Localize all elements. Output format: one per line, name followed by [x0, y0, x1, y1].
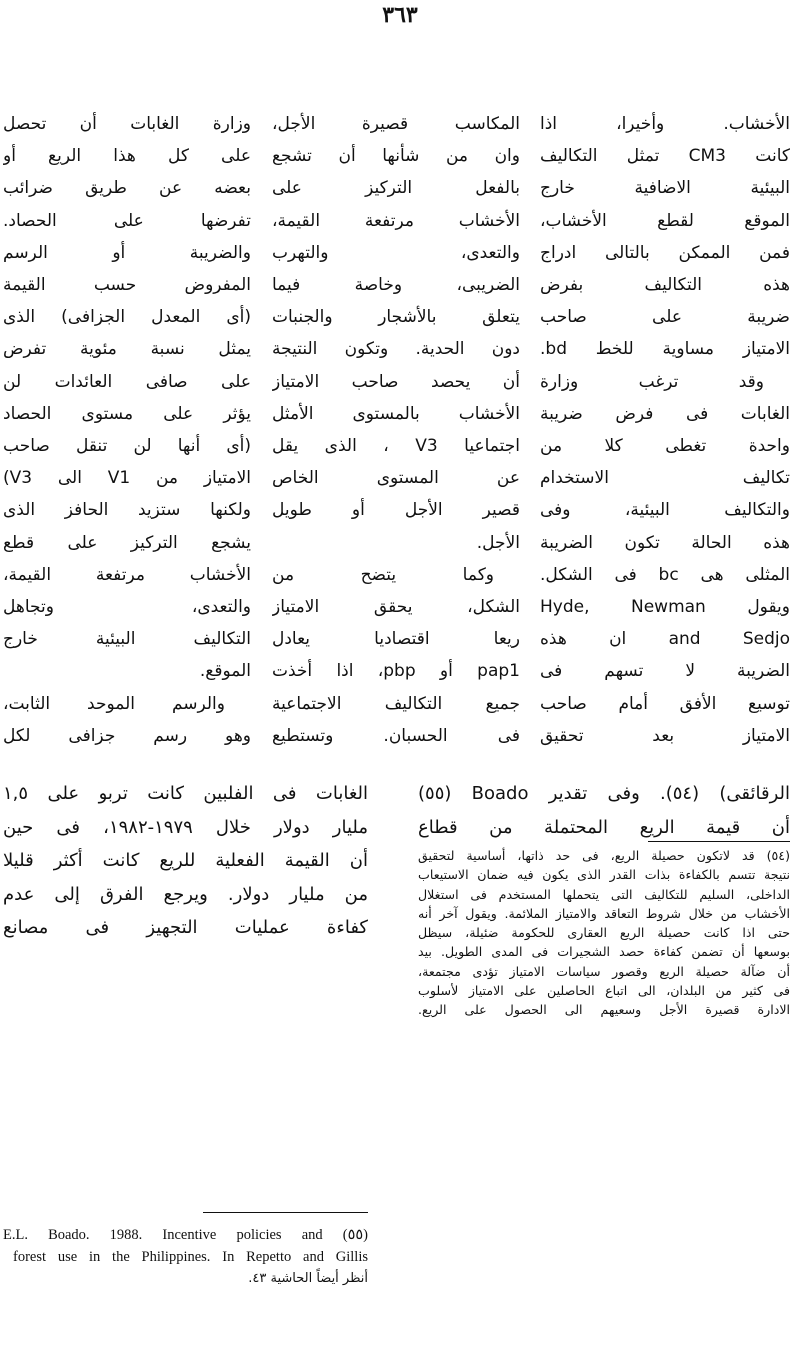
text-line: المكاسب قصيرة الأجل،: [272, 114, 520, 134]
text-line: بالفعل التركيز على: [272, 178, 520, 199]
footnote-54: [418, 846, 790, 1020]
text-line: الغابات فى فرض ضريبة: [540, 403, 790, 424]
text-line: فى الحسبان. وتستطيع: [272, 725, 520, 746]
footnote-divider: [648, 841, 790, 842]
text-line: من مليار دولار. ويرجع الفرق إلى عدم: [3, 883, 368, 905]
text-line: الأخشاب مرتفعة القيمة،: [3, 564, 251, 585]
text-line: الغابات فى الفلبين كانت تربو على ١,٥: [3, 783, 368, 804]
text-line: الرقائقى) (٥٤). وفى تقدير Boado (٥٥): [418, 783, 790, 804]
footnote-line: بوسعها أن تضمن كفاءة حصد الشجيرات فى المدى الطويل. بيد: [418, 944, 790, 960]
text-line: جميع التكاليف الاجتماعية: [272, 693, 520, 714]
text-line: فمن الممكن بالتالى ادراج: [540, 242, 790, 263]
text-line: والتعدى، وتجاهل: [3, 597, 251, 618]
text-line: أن القيمة الفعلية للريع كانت أكثر قليلا: [3, 850, 368, 871]
text-line: أن يحصد صاحب الامتياز: [272, 371, 520, 392]
footnote-55: [3, 1224, 368, 1290]
footnote-line: E.L. Boado. 1988. Incentive policies and (٥٥): [3, 1227, 368, 1243]
text-line: وان من شأنها أن تشجع: [272, 146, 520, 167]
text-line: والضريبة أو الرسم: [3, 242, 251, 263]
text-line: البيئية الاضافية خارج: [540, 178, 790, 199]
footnote-line: نتيجة تتسم بالكفاءة بذات القدر الذى يكون فيه ضمان الاستيعاب: [418, 867, 790, 883]
text-line: كفاءة عمليات التجهيز فى مصانع: [3, 917, 368, 938]
text-line: عن المستوى الخاص: [272, 468, 520, 489]
footnote-line: (٥٤) قد لاتكون حصيلة الريع، فى حد ذاتها، أساسية لتحقيق: [418, 848, 790, 863]
text-line: مليار دولار خلال ١٩٧٩-١٩٨٢، فى حين: [3, 816, 368, 838]
footnote-line: الأخشاب من خلال شروط التعاقد والامتياز الملائمة. ويقول آخر أنه: [418, 905, 790, 921]
text-line: دون الحدية. وتكون النتيجة: [272, 339, 520, 360]
text-line: على صافى العائدات لن: [3, 371, 251, 392]
text-line: المثلى هى bc فى الشكل.: [540, 564, 790, 585]
footnote-divider: [203, 1212, 368, 1213]
text-line: المفروض حسب القيمة: [3, 275, 251, 296]
footnote-line: الادارة قصيرة الأجل وسعيهم الى الحصول على الريع.: [418, 1002, 790, 1018]
text-line: التكاليف البيئية خارج: [3, 629, 251, 650]
column-middle: [272, 108, 520, 752]
text-line: الامتياز مساوية للخط bd.: [540, 339, 790, 360]
text-line: والتكاليف البيئية، وفى: [540, 500, 790, 521]
text-line: وقد ترغب وزارة: [540, 371, 764, 392]
text-line: قصير الأجل أو طويل: [272, 500, 520, 521]
text-line: and Sedjo ان هذه: [540, 629, 790, 650]
text-line: أن قيمة الريع المحتملة من قطاع: [418, 816, 790, 838]
footnote-line: فى كثير من البلدان، الى اتباع الحاصلين على الامتياز لأسلوب: [418, 983, 790, 999]
text-line: الموقع لقطع الأخشاب،: [540, 210, 790, 231]
text-line: الضريبى، وخاصة فيما: [272, 275, 520, 296]
text-line: الأجل.: [476, 532, 520, 553]
text-line: تفرضها على الحصاد.: [3, 210, 251, 231]
text-line: على كل هذا الريع أو: [3, 146, 251, 167]
lower-right-text: [418, 777, 790, 844]
text-line: يشجع التركيز على قطع: [3, 532, 251, 553]
text-line: اجتماعيا V3 ، الذى يقل: [272, 436, 520, 457]
footnote-line: الداخلى، السليم للتكاليف التى يتحملها المستخدم فى استغلال: [418, 886, 790, 902]
footnote-line: أن ضآلة حصيلة الريع وقصور سياسات الامتياز تؤدى مجتمعة،: [418, 963, 790, 979]
text-line: الضريبة لا تسهم فى: [540, 661, 790, 682]
footnote-line: حتى اذا كانت حصيلة الريع العقارى للحكومة ضئيلة، سيظل: [418, 925, 790, 941]
text-line: هذه التكاليف بفرض: [540, 275, 790, 296]
text-line: والتعدى، والتهرب: [272, 242, 520, 263]
text-line: كانت CM3 تمثل التكاليف: [540, 146, 790, 167]
text-line: الشكل، يحقق الامتياز: [272, 597, 520, 618]
page-number: ٣٦٣: [382, 2, 418, 28]
text-line: (أى المعدل الجزافى) الذى: [3, 307, 251, 328]
text-line: الأخشاب. وأخيرا، اذا: [540, 114, 790, 134]
text-line: الأخشاب بالمستوى الأمثل: [272, 403, 520, 424]
text-line: يتعلق بالأشجار والجنبات: [272, 307, 520, 328]
text-line: والرسم الموحد الثابت،: [3, 693, 225, 714]
column-right: [540, 108, 790, 752]
text-line: تكاليف الاستخدام: [540, 468, 790, 489]
text-line: ريعا اقتصاديا يعادل: [272, 629, 520, 650]
footnote-line: forest use in the Philippines. In Repetto and Gillis: [13, 1249, 368, 1265]
text-line: ويقول Hyde, Newman: [540, 597, 790, 618]
text-line: يمثل نسبة مئوية تفرض: [3, 339, 251, 360]
text-line: الأخشاب مرتفعة القيمة،: [272, 210, 520, 231]
text-line: هذه الحالة تكون الضريبة: [540, 532, 790, 553]
text-line: بعضه عن طريق ضرائب: [3, 178, 251, 199]
text-line: الموقع.: [199, 661, 251, 682]
footnote-line: أنظر أيضاً الحاشية ٤٣.: [248, 1271, 368, 1286]
text-line: وكما يتضح من: [272, 564, 494, 585]
text-line: توسيع الأفق أمام صاحب: [540, 693, 790, 714]
text-line: (أى أنها لن تنقل صاحب: [3, 436, 251, 457]
text-line: pap1 أو pbp، اذا أخذت: [272, 661, 520, 682]
text-line: واحدة تغطى كلا من: [540, 436, 790, 457]
text-line: الامتياز بعد تحقيق: [540, 725, 790, 746]
text-line: ضريبة على صاحب: [540, 307, 790, 328]
text-line: ولكنها ستزيد الحافز الذى: [3, 500, 251, 521]
lower-left-text: [3, 777, 368, 945]
text-line: وزارة الغابات أن تحصل: [3, 114, 251, 134]
text-line: وهو رسم جزافى لكل: [3, 725, 251, 746]
column-left: [3, 108, 251, 752]
text-line: يؤثر على مستوى الحصاد: [3, 403, 251, 424]
text-line: الامتياز من V1 الى V3): [3, 468, 251, 489]
